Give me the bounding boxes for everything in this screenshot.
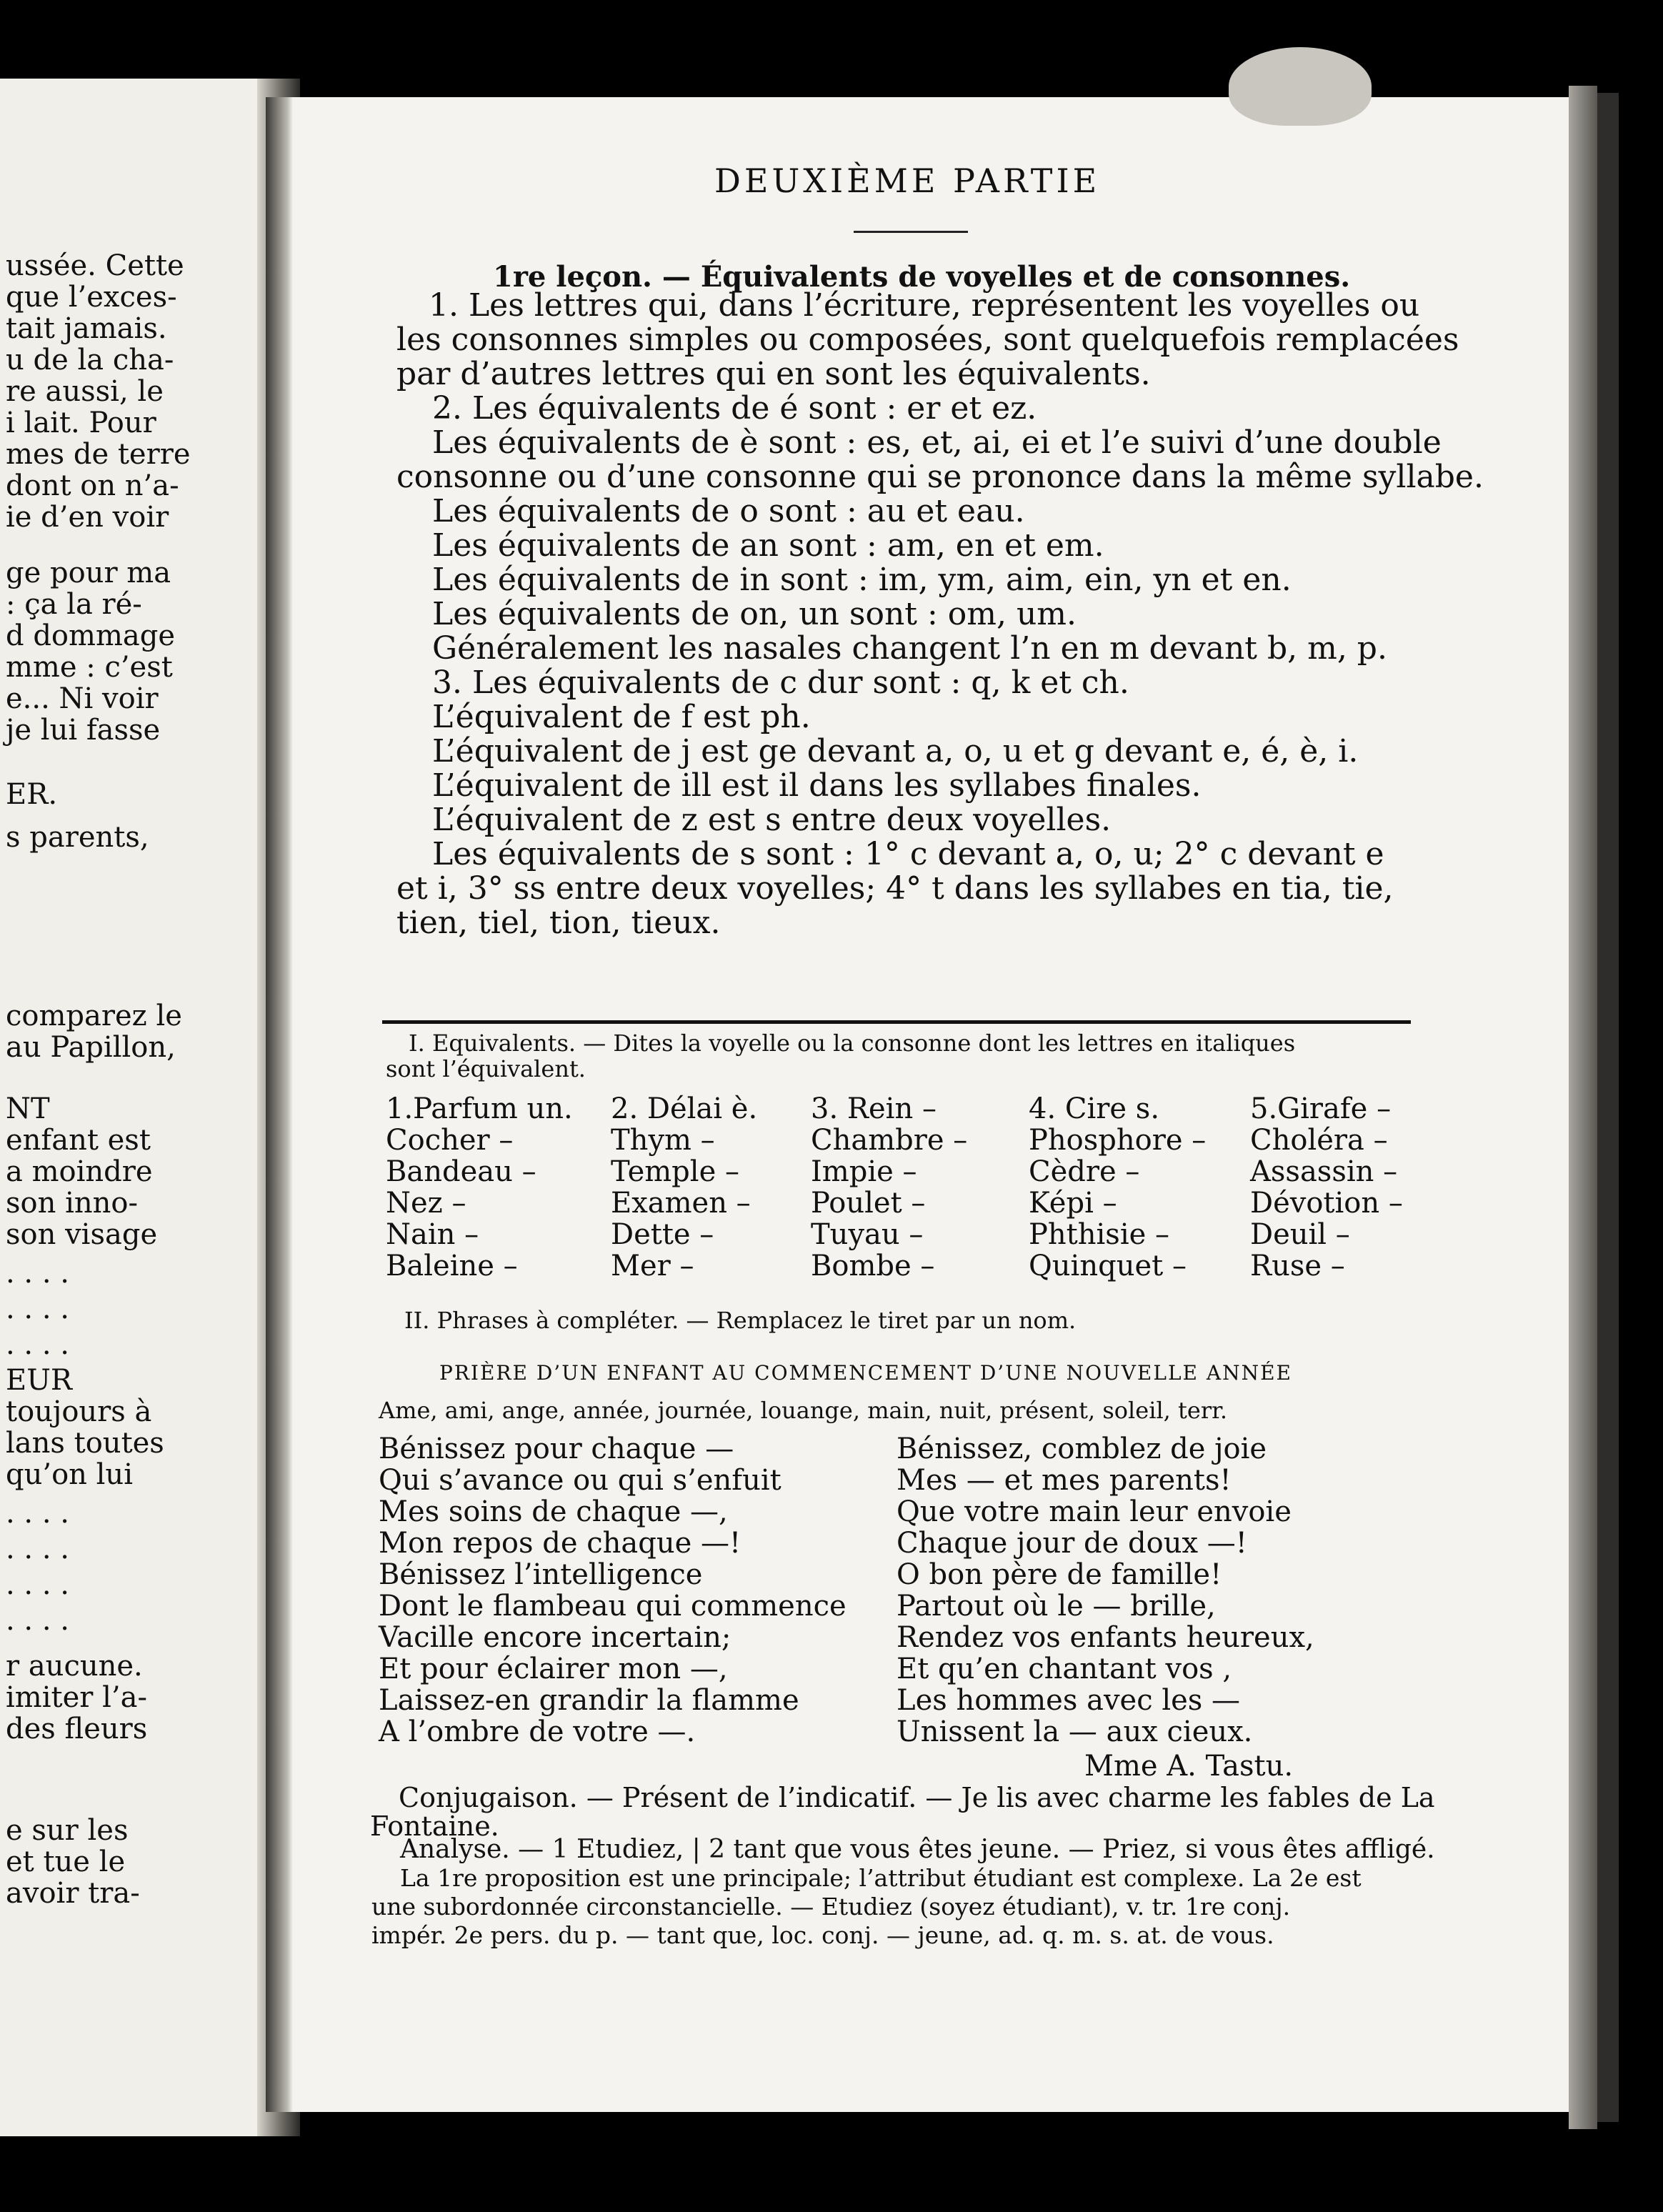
poem-line-right: Partout où le — brille, xyxy=(897,1590,1216,1623)
analyse-line: impér. 2e pers. du p. — tant que, loc. conj. — jeune, ad. q. m. s. at. de vous. xyxy=(371,1921,1274,1949)
left-page xyxy=(0,79,286,2136)
left-page-line: e... Ni voir xyxy=(6,682,159,715)
exercise-word: Phosphore – xyxy=(1029,1124,1207,1157)
exercise-word: Phthisie – xyxy=(1029,1218,1170,1251)
left-page-line: NT xyxy=(6,1092,50,1125)
lesson-line: Les équivalents de s sont : 1° c devant a, o, u; 2° c devant e xyxy=(432,836,1384,872)
lesson-heading: 1re leçon. — Équivalents de voyelles et de consonnes. xyxy=(493,260,1351,294)
left-page-line: r aucune. xyxy=(6,1650,143,1683)
left-page-line: . . . . xyxy=(6,1568,70,1601)
left-page-line: ER. xyxy=(6,778,58,811)
poem-line-left: A l’ombre de votre —. xyxy=(379,1715,696,1748)
left-page-line: : ça la ré- xyxy=(6,588,142,621)
poem-line-right: Les hommes avec les — xyxy=(897,1684,1241,1717)
left-page-line: et tue le xyxy=(6,1845,126,1878)
exercise-word: Cèdre – xyxy=(1029,1155,1140,1188)
lesson-line: les consonnes simples ou composées, sont quelquefois remplacées xyxy=(396,322,1459,358)
exercise-word: Baleine – xyxy=(386,1250,518,1282)
exercise-word: Ruse – xyxy=(1250,1250,1345,1282)
left-page-line: ie d’en voir xyxy=(6,501,169,534)
exercise-word: Nain – xyxy=(386,1218,479,1251)
left-page-line: dont on n’a- xyxy=(6,469,179,502)
exercise-word: Impie – xyxy=(811,1155,917,1188)
lesson-line: tien, tiel, tion, tieux. xyxy=(396,905,721,941)
lesson-line: Les équivalents de in sont : im, ym, aim, ein, yn et en. xyxy=(432,562,1292,598)
left-page-line: mme : c’est xyxy=(6,651,173,684)
left-page-line: . . . . xyxy=(6,1257,70,1290)
left-page-line: imiter l’a- xyxy=(6,1681,147,1714)
torn-corner xyxy=(1229,47,1372,126)
left-page-line: ussée. Cette xyxy=(6,249,184,282)
exercise-word: 1.Parfum un. xyxy=(386,1092,573,1125)
poem-line-right: Chaque jour de doux —! xyxy=(897,1527,1247,1560)
left-page-line: . . . . xyxy=(6,1328,70,1361)
lesson-line: 3. Les équivalents de c dur sont : q, k et ch. xyxy=(432,664,1129,701)
left-page-line: . . . . xyxy=(6,1497,70,1530)
left-page-line: . . . . xyxy=(6,1604,70,1637)
left-page-line: EUR xyxy=(6,1364,73,1397)
poem-line-left: Qui s’avance ou qui s’enfuit xyxy=(379,1464,781,1497)
word-list: Ame, ami, ange, année, journée, louange, main, nuit, présent, soleil, terr. xyxy=(379,1397,1228,1424)
left-page-line: comparez le xyxy=(6,1000,182,1032)
exercise-word: Képi – xyxy=(1029,1187,1117,1220)
poem-line-left: Dont le flambeau qui commence xyxy=(379,1590,847,1623)
lesson-line: et i, 3° ss entre deux voyelles; 4° t dans les syllabes en tia, tie, xyxy=(396,870,1394,907)
poem-line-right: O bon père de famille! xyxy=(897,1558,1222,1591)
left-page-line: je lui fasse xyxy=(6,714,161,747)
conjugaison-line-cont: Fontaine. xyxy=(370,1810,499,1842)
exercise-word: Deuil – xyxy=(1250,1218,1350,1251)
poem-title: PRIÈRE D’UN ENFANT AU COMMENCEMENT D’UNE NOUVELLE ANNÉE xyxy=(439,1361,1292,1385)
page-shadow xyxy=(266,97,293,2112)
left-page-line: toujours à xyxy=(6,1395,152,1428)
exercise-word: 5.Girafe – xyxy=(1250,1092,1392,1125)
exercise2-heading: II. Phrases à compléter. — Remplacez le tiret par un nom. xyxy=(404,1307,1077,1334)
lesson-line: L’équivalent de f est ph. xyxy=(432,699,811,735)
poem-line-left: Et pour éclairer mon —, xyxy=(379,1653,728,1685)
lesson-line: L’équivalent de j est ge devant a, o, u et g devant e, é, è, i. xyxy=(432,733,1359,769)
lesson-line: 1. Les lettres qui, dans l’écriture, représentent les voyelles ou xyxy=(429,287,1420,324)
poem-line-left: Bénissez pour chaque — xyxy=(379,1433,734,1465)
poem-line-right: Unissent la — aux cieux. xyxy=(897,1715,1253,1748)
left-page-line: . . . . xyxy=(6,1533,70,1565)
exercise-word: Temple – xyxy=(611,1155,739,1188)
poem-line-right: Et qu’en chantant vos , xyxy=(897,1653,1232,1685)
lesson-line: L’équivalent de z est s entre deux voyelles. xyxy=(432,802,1112,838)
left-page-line: qu’on lui xyxy=(6,1458,133,1491)
poem-line-right: Bénissez, comblez de joie xyxy=(897,1433,1267,1465)
poem-line-right: Que votre main leur envoie xyxy=(897,1495,1292,1528)
left-page-line: a moindre xyxy=(6,1155,153,1188)
exercise1-heading-cont: sont l’équivalent. xyxy=(386,1055,586,1082)
lesson-line: Les équivalents de on, un sont : om, um. xyxy=(432,596,1077,632)
exercise-word: Assassin – xyxy=(1250,1155,1398,1188)
exercise-word: Nez – xyxy=(386,1187,466,1220)
left-page-line: tait jamais. xyxy=(6,312,167,345)
poem-line-left: Bénissez l’intelligence xyxy=(379,1558,703,1591)
exercise-word: 3. Rein – xyxy=(811,1092,937,1125)
title-rule xyxy=(854,231,968,233)
exercise-word: Mer – xyxy=(611,1250,694,1282)
exercise-word: Cocher – xyxy=(386,1124,514,1157)
exercise-word: Dette – xyxy=(611,1218,714,1251)
lesson-line: L’équivalent de ill est il dans les syllabes finales. xyxy=(432,767,1202,804)
analyse-line: une subordonnée circonstancielle. — Etudiez (soyez étudiant), v. tr. 1re conj. xyxy=(371,1893,1291,1920)
page-edge xyxy=(1569,86,1597,2129)
poem-author: Mme A. Tastu. xyxy=(1084,1750,1294,1783)
exercise-word: Examen – xyxy=(611,1187,751,1220)
exercise-word: Chambre – xyxy=(811,1124,968,1157)
left-page-line: lans toutes xyxy=(6,1427,164,1460)
lesson-line: Les équivalents de è sont : es, et, ai, ei et l’e suivi d’une double xyxy=(432,424,1442,461)
conjugaison-line: Conjugaison. — Présent de l’indicatif. — Je lis avec charme les fables de La xyxy=(399,1782,1435,1813)
section-rule xyxy=(382,1020,1411,1024)
left-page-line: que l’exces- xyxy=(6,281,177,314)
exercise-word: Choléra – xyxy=(1250,1124,1388,1157)
left-page-line: ge pour ma xyxy=(6,557,171,589)
left-page-line: avoir tra- xyxy=(6,1877,140,1910)
page-title: DEUXIÈME PARTIE xyxy=(714,161,1101,200)
book-cover-edge xyxy=(1597,93,1619,2122)
exercise-word: Dévotion – xyxy=(1250,1187,1403,1220)
analyse-line: Analyse. — 1 Etudiez, | 2 tant que vous êtes jeune. — Priez, si vous êtes affligé. xyxy=(400,1835,1435,1864)
left-page-line: i lait. Pour xyxy=(6,407,156,439)
left-page-line: enfant est xyxy=(6,1124,151,1157)
exercise-word: Bandeau – xyxy=(386,1155,536,1188)
lesson-line: Généralement les nasales changent l’n en m devant b, m, p. xyxy=(432,630,1387,667)
left-page-line: son visage xyxy=(6,1218,158,1251)
exercise-word: 2. Délai è. xyxy=(611,1092,758,1125)
left-page-line: e sur les xyxy=(6,1814,129,1847)
poem-line-left: Mes soins de chaque —, xyxy=(379,1495,728,1528)
left-page-line: u de la cha- xyxy=(6,344,174,377)
exercise-word: Bombe – xyxy=(811,1250,935,1282)
poem-line-left: Mon repos de chaque —! xyxy=(379,1527,741,1560)
exercise1-heading: I. Equivalents. — Dites la voyelle ou la consonne dont les lettres en italiques xyxy=(409,1030,1296,1057)
left-page-line: d dommage xyxy=(6,619,175,652)
poem-line-left: Laissez-en grandir la flamme xyxy=(379,1684,799,1717)
analyse-line: La 1re proposition est une principale; l’attribut étudiant est complexe. La 2e est xyxy=(400,1864,1362,1892)
left-page-line: son inno- xyxy=(6,1187,138,1220)
left-page-line: re aussi, le xyxy=(6,375,164,408)
lesson-line: 2. Les équivalents de é sont : er et ez. xyxy=(432,390,1037,427)
left-page-line: . . . . xyxy=(6,1292,70,1325)
left-page-line: s parents, xyxy=(6,821,149,854)
left-page-line: mes de terre xyxy=(6,438,191,471)
lesson-line: consonne ou d’une consonne qui se prononce dans la même syllabe. xyxy=(396,459,1484,495)
left-page-line: au Papillon, xyxy=(6,1031,176,1064)
lesson-line: Les équivalents de an sont : am, en et em. xyxy=(432,527,1104,564)
exercise-word: Tuyau – xyxy=(811,1218,924,1251)
lesson-line: Les équivalents de o sont : au et eau. xyxy=(432,493,1025,529)
exercise-word: Thym – xyxy=(611,1124,715,1157)
left-page-line: des fleurs xyxy=(6,1713,148,1745)
lesson-line: par d’autres lettres qui en sont les équivalents. xyxy=(396,356,1151,392)
exercise-word: Quinquet – xyxy=(1029,1250,1187,1282)
poem-line-right: Rendez vos enfants heureux, xyxy=(897,1621,1314,1654)
poem-line-left: Vacille encore incertain; xyxy=(379,1621,731,1654)
exercise-word: Poulet – xyxy=(811,1187,926,1220)
exercise-word: 4. Cire s. xyxy=(1029,1092,1160,1125)
poem-line-right: Mes — et mes parents! xyxy=(897,1464,1232,1497)
